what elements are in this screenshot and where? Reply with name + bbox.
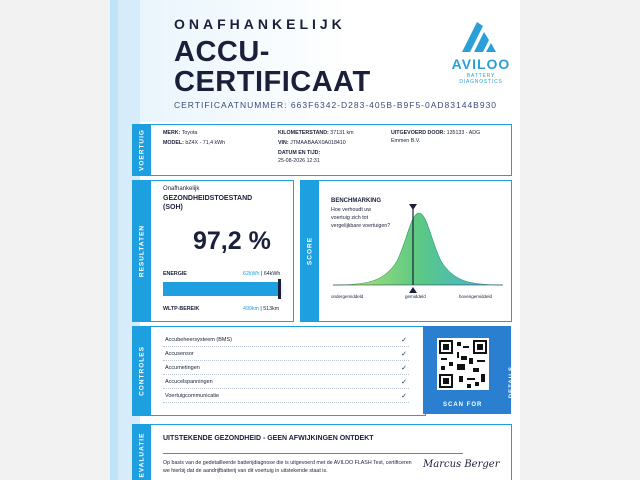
control-row xyxy=(163,391,409,403)
control-label: Voertuigcommunicatie xyxy=(165,393,220,399)
score-card xyxy=(300,180,512,322)
qr-panel[interactable] xyxy=(423,326,515,414)
check-icon: ✓ xyxy=(401,365,407,372)
qr-caption-details: DETAILS xyxy=(509,366,515,399)
energy-measured: 62kWh xyxy=(243,271,260,277)
vehicle-date-value: 25-08-2026 12:31 xyxy=(278,158,320,164)
brand-value: Toyota xyxy=(181,130,198,136)
controls-section-label: CONTROLES xyxy=(138,346,146,396)
evaluation-divider xyxy=(163,453,463,454)
benchmark-below: ondergemiddeld xyxy=(331,294,364,299)
control-row xyxy=(163,335,409,347)
wltp-nominal: 513km xyxy=(263,306,280,312)
vehicle-vin xyxy=(278,139,346,147)
benchmark-q1: Hoe verhoudt uw xyxy=(331,207,372,213)
date-label: DATUM EN TIJD: xyxy=(278,150,321,156)
control-label: Accumetingen xyxy=(165,365,200,371)
vehicle-executed-place: Emmen B.V. xyxy=(391,138,421,144)
energy-nominal: 64kWh xyxy=(263,271,281,277)
vehicle-executed-by xyxy=(391,129,480,137)
evaluation-text: Op basis van de gedetailleerde batterijdiagnose die is uitgevoerd met de AVILOO FLASH Test, certificeren we hierbij dat de aandrijfbatterij van dit voertuig in uitstekende staat is. xyxy=(163,460,412,474)
qr-caption: SCAN FOR xyxy=(443,402,483,408)
energy-label: ENERGIE xyxy=(163,271,187,277)
benchmark-average: gemiddeld xyxy=(405,294,426,299)
control-label: Accusensor xyxy=(165,351,194,357)
benchmark-above: bovengemiddeld xyxy=(459,294,493,299)
qr-code-icon xyxy=(437,338,489,390)
evaluation-title: UITSTEKENDE GEZONDHEID - GEEN AFWIJKINGEN ONTDEKT xyxy=(163,435,374,442)
wltp-values xyxy=(243,306,279,312)
signature: Marcus Berger xyxy=(423,459,500,470)
results-card xyxy=(132,180,294,322)
soh-title: GEZONDHEIDSTOESTAND xyxy=(163,195,253,202)
score-section-tab xyxy=(301,181,319,321)
soh-subtitle: (SOH) xyxy=(163,204,183,211)
brand-label: MERK: xyxy=(163,130,181,136)
check-icon: ✓ xyxy=(401,393,407,400)
aviloo-logo-icon xyxy=(458,16,504,54)
brand-tagline: BATTERY DIAGNOSTICS xyxy=(459,73,503,85)
check-icon: ✓ xyxy=(401,351,407,358)
control-row xyxy=(163,377,409,389)
executed-label: UITGEVOERD DOOR: xyxy=(391,130,446,136)
qr-code[interactable] xyxy=(437,338,489,390)
benchmark-q3: vergelijkbare voertuigen? xyxy=(331,223,391,229)
benchmark-curve xyxy=(329,201,507,293)
vehicle-section-label: VOERTUIG xyxy=(138,129,146,171)
aviloo-logo xyxy=(446,16,516,85)
header-subtitle: ONAFHANKELIJK xyxy=(174,16,346,32)
certificate-number: CERTIFICAATNUMMER: 663F6342-D283-405B-B9F5-0AD83144B930 xyxy=(174,100,498,110)
vehicle-model xyxy=(163,139,225,147)
results-section-tab xyxy=(133,181,151,321)
evaluation-section-tab xyxy=(133,425,151,480)
wltp-label: WLTP-BEREIK xyxy=(163,306,200,312)
wltp-measured: 499km xyxy=(243,306,259,312)
score-section-label: SCORE xyxy=(306,236,314,266)
soh-bar-marker xyxy=(278,279,281,299)
vehicle-mileage xyxy=(278,129,354,137)
benchmark-title: BENCHMARKING xyxy=(331,198,381,204)
soh-bar-fill xyxy=(163,282,280,296)
controls-section-tab xyxy=(133,327,151,415)
model-value: bZ4X - 71,4 kWh xyxy=(185,140,226,146)
header-title-line1: ACCU- xyxy=(174,36,270,68)
mileage-label: KILOMETERSTAND: xyxy=(278,130,329,136)
energy-separator: | xyxy=(259,271,264,277)
evaluation-section-label: EVALUATIE xyxy=(138,432,146,478)
evaluation-card xyxy=(132,424,512,480)
soh-intro: Onafhankelijk xyxy=(163,186,200,192)
vehicle-card xyxy=(132,124,512,176)
check-icon: ✓ xyxy=(401,379,407,386)
control-row xyxy=(163,363,409,375)
brand-name: AVILOO xyxy=(451,56,511,72)
energy-values xyxy=(243,271,280,277)
vehicle-section-tab xyxy=(133,125,151,175)
vehicle-brand xyxy=(163,129,197,137)
control-label: Accubeheersysteem (BMS) xyxy=(165,337,232,343)
soh-value: 97,2 % xyxy=(193,227,271,255)
executed-value: 135133 - ADG xyxy=(446,130,481,136)
vehicle-date-label xyxy=(278,149,320,157)
wltp-separator: | xyxy=(258,306,264,312)
soh-bar xyxy=(163,282,283,296)
certificate-page xyxy=(110,0,520,480)
control-label: Accucelspanningen xyxy=(165,379,213,385)
control-row xyxy=(163,349,409,361)
vin-label: VIN: xyxy=(278,140,289,146)
model-label: MODEL: xyxy=(163,140,184,146)
mileage-value: 37131 km xyxy=(330,130,354,136)
controls-card xyxy=(132,326,426,416)
check-icon: ✓ xyxy=(401,337,407,344)
results-section-label: RESULTATEN xyxy=(138,224,146,278)
header-title-line2: CERTIFICAAT xyxy=(174,66,371,98)
benchmark-q2: voertuig zich tot xyxy=(331,215,369,221)
vin-value: JTMAABAAX0A018410 xyxy=(290,140,346,146)
